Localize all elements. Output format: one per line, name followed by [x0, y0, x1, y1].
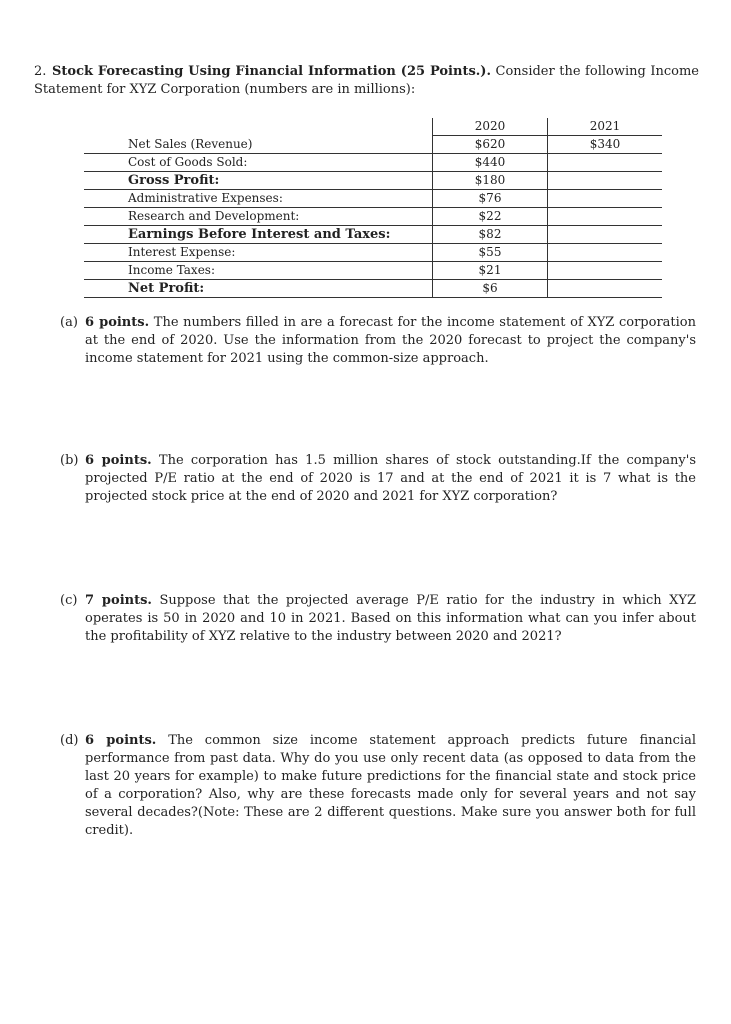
part-text: The corporation has 1.5 million shares of stock outstanding.If the company's projected P/E ratio at the end of 2020 is 17 and at the end of 2021 it is 7 what is the projected stock price at the end of 2020 and 2021 for XYZ corporation? [85, 453, 696, 504]
part-d [60, 732, 696, 840]
row-label: Interest Expense: [84, 244, 433, 262]
value-2021 [548, 172, 663, 190]
part-a [60, 314, 696, 368]
table-header-row [84, 118, 662, 136]
value-2021 [548, 280, 663, 298]
part-label: (d) [60, 733, 79, 748]
table-row [84, 190, 662, 208]
table-row [84, 280, 662, 298]
header-2020: 2020 [433, 118, 548, 136]
part-b [60, 452, 696, 506]
table-row [84, 154, 662, 172]
row-label: Net Sales (Revenue) [84, 136, 433, 154]
value-2021 [548, 190, 663, 208]
part-label: (b) [60, 453, 79, 468]
part-points: 6 points. [85, 315, 150, 330]
row-label: Income Taxes: [84, 262, 433, 280]
value-2020: $22 [433, 208, 548, 226]
header-2021: 2021 [548, 118, 663, 136]
question-title: Stock Forecasting Using Financial Information (25 Points.). [52, 64, 491, 79]
table-row [84, 136, 662, 154]
row-label: Gross Profit: [84, 172, 433, 190]
part-points: 6 points. [85, 733, 157, 748]
value-2020: $6 [433, 280, 548, 298]
part-label: (c) [60, 593, 78, 608]
part-text: The common size income statement approach predicts future financial performance from past data. Why do you use only recent data (as opposed to data from the last 20 years for example) to make future predictions for the financial state and stock price of a corporation? Also, why are these forecasts made only for several years and not say several decades?(Note: These are 2 different questions. Make sure you answer both for full credit). [85, 733, 696, 838]
part-text: The numbers filled in are a forecast for the income statement of XYZ corporation at the end of 2020. Use the information from the 2020 forecast to project the company's income statement for 2021 using the common-size approach. [85, 315, 696, 366]
question-header [34, 63, 699, 99]
value-2020: $180 [433, 172, 548, 190]
row-label: Net Profit: [84, 280, 433, 298]
value-2021 [548, 262, 663, 280]
value-2020: $21 [433, 262, 548, 280]
value-2021 [548, 244, 663, 262]
row-label: Earnings Before Interest and Taxes: [84, 226, 433, 244]
part-label: (a) [60, 315, 78, 330]
value-2020: $82 [433, 226, 548, 244]
value-2020: $440 [433, 154, 548, 172]
income-statement-table [84, 118, 662, 298]
part-text: Suppose that the projected average P/E ratio for the industry in which XYZ operates is 50 in 2020 and 10 in 2021. Based on this information what can you infer about the profitability of XYZ relative to the industry between 2020 and 2021? [85, 593, 696, 644]
value-2021 [548, 154, 663, 172]
table-row [84, 244, 662, 262]
table-row [84, 208, 662, 226]
value-2020: $76 [433, 190, 548, 208]
row-label: Research and Development: [84, 208, 433, 226]
value-2021 [548, 208, 663, 226]
table-row [84, 226, 662, 244]
header-label-cell [84, 118, 433, 136]
question-intro: Consider the following Income Statement for XYZ Corporation (numbers are in millions): [34, 64, 699, 97]
table-row [84, 262, 662, 280]
table-row [84, 172, 662, 190]
row-label: Cost of Goods Sold: [84, 154, 433, 172]
part-points: 7 points. [85, 593, 152, 608]
value-2021 [548, 226, 663, 244]
part-c [60, 592, 696, 646]
question-number: 2. [34, 64, 47, 79]
part-points: 6 points. [85, 453, 152, 468]
row-label: Administrative Expenses: [84, 190, 433, 208]
value-2021: $340 [548, 136, 663, 154]
value-2020: $620 [433, 136, 548, 154]
value-2020: $55 [433, 244, 548, 262]
